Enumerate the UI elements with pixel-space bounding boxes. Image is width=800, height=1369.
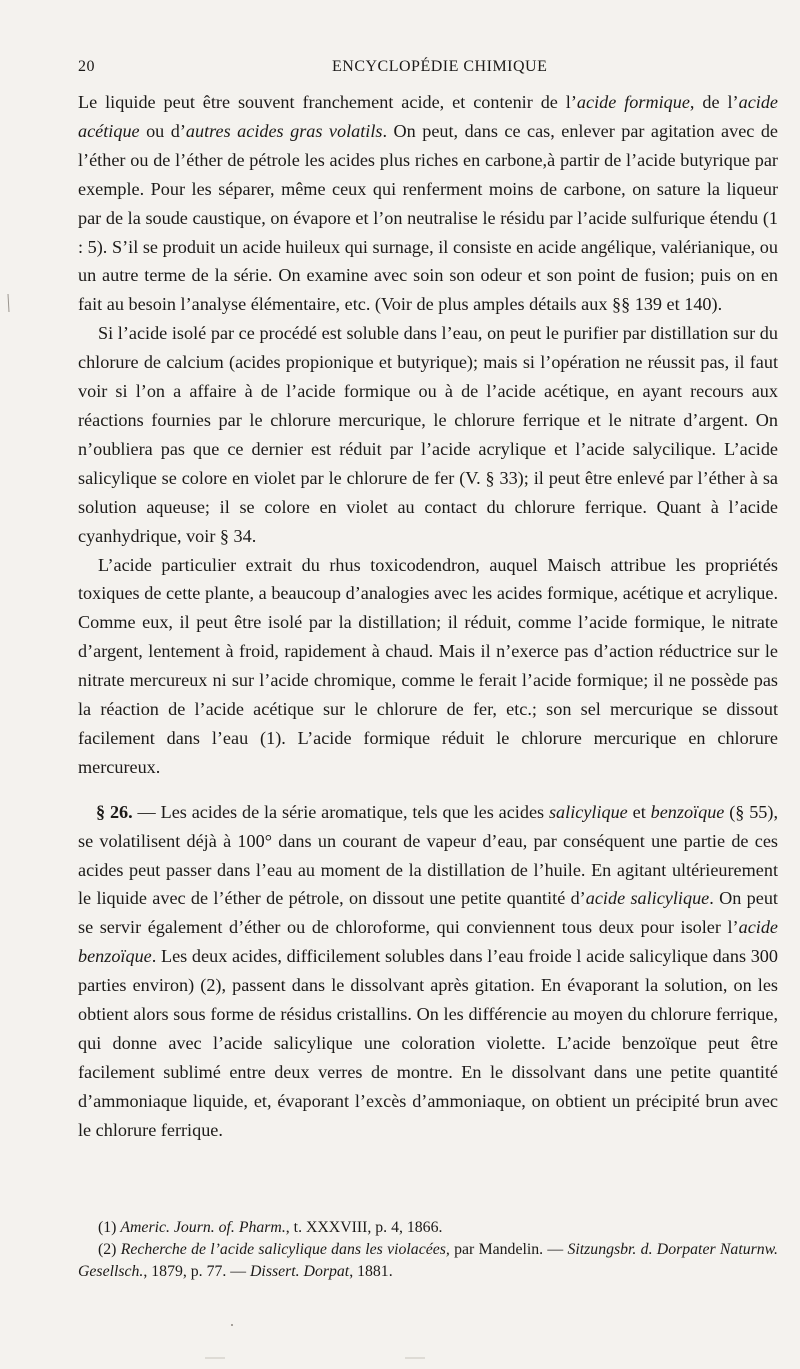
p1-text-c: , de l’ xyxy=(689,92,739,112)
s26-text-g: . On peut se servir également d’éther ou de chloroforme, qui conviennent tous deux pour isoler l’ xyxy=(78,888,778,938)
p1-text-e: ou d’ xyxy=(139,120,186,141)
s26-italic-benzoique: benzoïque xyxy=(650,801,725,822)
footnote-2-number: (2) xyxy=(98,1241,121,1258)
running-head xyxy=(78,58,772,82)
section-26 xyxy=(78,798,778,1145)
margin-mark xyxy=(8,294,9,312)
s26-text-i: . Les deux acides, difficilement solubles dans l’eau froide l acide salicylique dans 300 parties environ) (2), passent dans le dissolvant après gitation. En évaporant la solution, on les obtient alors sous forme de résidus cristallins. On les différencie au moyen du chlorure ferrique, qui donne avec l’acide salicylique une coloration violette. L’acide benzoïque peut être facilement sublimé entre deux verres de montre. En le dissolvant dans une petite quantité d’ammoniaque liquide, et, évaporant l’excès d’ammoniaque, on obtient un précipité brun avec le chlorure ferrique. xyxy=(78,946,778,1140)
section-number: § 26. xyxy=(96,801,133,822)
p1-text-a: Le liquide peut être souvent franchement acide, et contenir de l’ xyxy=(78,92,577,112)
footnote-2-source-2: Dissert. Dorpat xyxy=(250,1263,350,1280)
footnote-2-title: Recherche de l’acide salicylique dans les violacées, xyxy=(120,1241,450,1258)
footnote-1-ref: , t. XXXVIII, p. 4, 1866. xyxy=(285,1219,443,1236)
footnote-1-number: (1) xyxy=(98,1219,121,1236)
footnotes xyxy=(78,1217,778,1283)
footnote-1 xyxy=(78,1217,778,1239)
s26-italic-acide-salicylique: acide salicylique xyxy=(585,888,710,909)
p1-italic-acide-acetique: acide acétique xyxy=(78,92,778,141)
footnote-2-ref: , 1879, p. 77. — xyxy=(143,1263,251,1280)
paragraph-3: L’acide particulier extrait du rhus toxicodendron, auquel Maisch attribue les propriétés toxiques de cette plante, a beaucoup d’analogies avec les acides formique, acétique et acrylique. Comme eux, il peut être isolé par la distillation; il réduit, comme l’acide formique, le nitrate d’argent, lentement à froid, rapidement à chaud. Mais il n’exerce pas d’action réductrice sur le nitrate mercureux ni sur l’acide chromique, comme le ferait l’acide formique; il ne possède pas la réaction de l’acide acétique sur le chlorure de fer, etc.; son sel mercurique se dissout facilement dans l’eau (1). L’acide formique réduit le chlorure mercurique en chlorure mercureux. xyxy=(78,554,778,777)
p1-italic-autres-acides: autres acides gras volatils xyxy=(185,120,383,141)
body-text xyxy=(78,88,778,1145)
running-title: ENCYCLOPÉDIE CHIMIQUE xyxy=(332,58,548,75)
footnote-2-source: Sitzungsbr. d. Dorpater Naturnw. Gesellsch. xyxy=(78,1241,778,1280)
paragraph-2: Si l’acide isolé par ce procédé est soluble dans l’eau, on peut le purifier par distillation sur du chlorure de calcium (acides propionique et butyrique); mais si l’opération ne réussit pas, il faut voir si l’on a affaire à de l’acide formique ou à de l’acide acétique, en ayant recours aux réactions fournies par le chlorure mercurique, le chlorure ferrique et le nitrate d’argent. On n’oubliera pas que ce dernier est réduit par l’acide acrylique et l’acide salycilique. L’acide salicylique se colore en violet par le chlorure de fer (V. § 33); il peut être enlevé par l’éther à sa solution aqueuse; il se colore en violet au contact du chlorure ferrique. Quant à l’acide cyanhydrique, voir § 34. xyxy=(78,323,778,546)
s26-text-c: et xyxy=(627,801,651,822)
p1-italic-acide-formique: acide formique xyxy=(576,92,690,112)
speck xyxy=(231,1324,233,1326)
s26-text-e: (§ 55), se volatilisent déjà à 100° dans un courant de vapeur d’eau, par conséquent une partie de ces acides peut passer dans l’eau au moment de la distillation de l’huile. En agitant ultérieurement le liquide avec de l’éther de pétrole, on dissout une petite quantité d’ xyxy=(78,801,779,909)
footnote-2-author: par Mandelin. — xyxy=(449,1241,568,1258)
paragraph-1 xyxy=(78,88,778,319)
footnote-2-year: , 1881. xyxy=(349,1263,393,1280)
s26-text-a: — Les acides de la série aromatique, tels que les acides xyxy=(132,801,549,822)
footnote-1-source: Americ. Journ. of. Pharm. xyxy=(120,1219,286,1236)
footnote-2 xyxy=(78,1239,778,1283)
p1-text-g: . On peut, dans ce cas, enlever par agitation avec de l’éther ou de l’éther de pétrole les acides plus riches en carbone,à partir de l’acide butyrique par exemple. Pour les séparer, même ceux qui renferment moins de carbone, on sature la liqueur par de la soude caustique, on évapore et l’on neutralise le résidu par l’acide sulfurique étendu (1 : 5). S’il se produit un acide huileux qui surnage, il consiste en acide angélique, valérianique, ou un autre terme de la série. On examine avec soin son odeur et son point de fusion; puis on en fait au besoin l’analyse élémentaire, etc. (Voir de plus amples détails aux §§ 139 et 140). xyxy=(78,120,779,315)
s26-italic-salicylique: salicylique xyxy=(548,801,628,822)
page-number: 20 xyxy=(78,58,95,75)
s26-italic-acide-benzoique: acide benzoïque xyxy=(78,917,778,967)
